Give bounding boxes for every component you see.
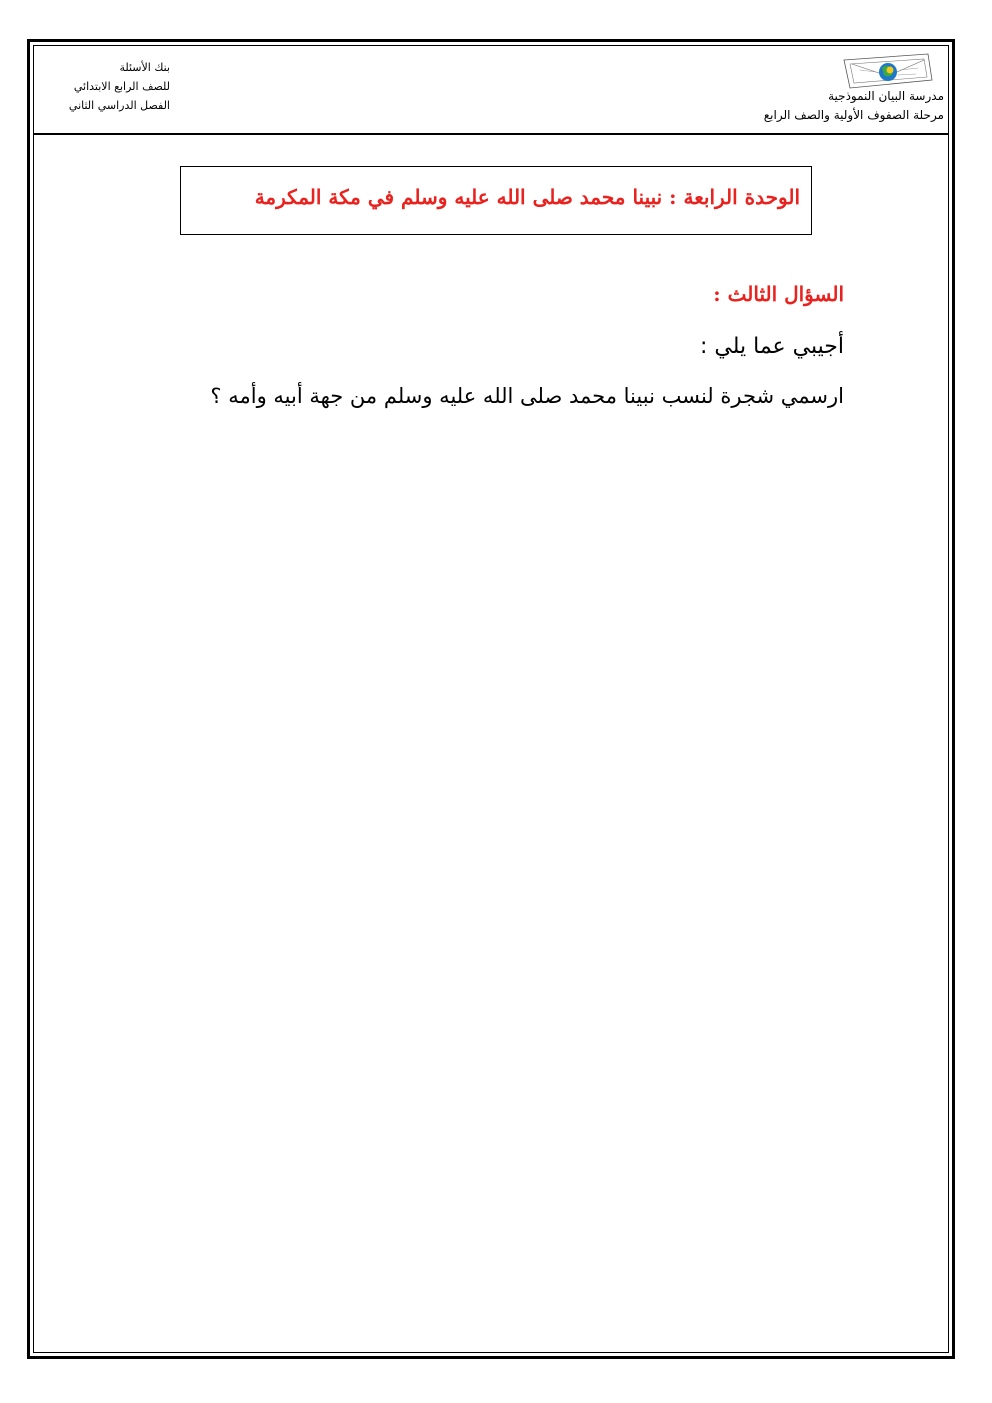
semester-label: الفصل الدراسي الثاني (68, 99, 170, 112)
school-name: مدرسة البيان النموذجية (828, 89, 944, 103)
unit-title-box (180, 166, 812, 235)
unit-title: الوحدة الرابعة : نبينا محمد صلى الله عليه وسلم في مكة المكرمة (254, 185, 800, 209)
grade-label: للصف الرابع الابتدائي (73, 80, 170, 93)
header-divider (33, 133, 949, 135)
answer-drawing-area[interactable] (60, 430, 920, 1330)
question-instruction: أجيبي عما يلي : (699, 334, 844, 359)
school-logo-icon (840, 50, 936, 94)
question-bank-label: بنك الأسئلة (119, 61, 170, 74)
question-heading: السؤال الثالث : (713, 282, 844, 306)
question-text: ارسمي شجرة لنسب نبينا محمد صلى الله عليه وسلم من جهة أبيه وأمه ؟ (210, 384, 844, 408)
stage-name: مرحلة الصفوف الأولية والصف الرابع (763, 108, 944, 122)
header-left-block (55, 58, 170, 115)
